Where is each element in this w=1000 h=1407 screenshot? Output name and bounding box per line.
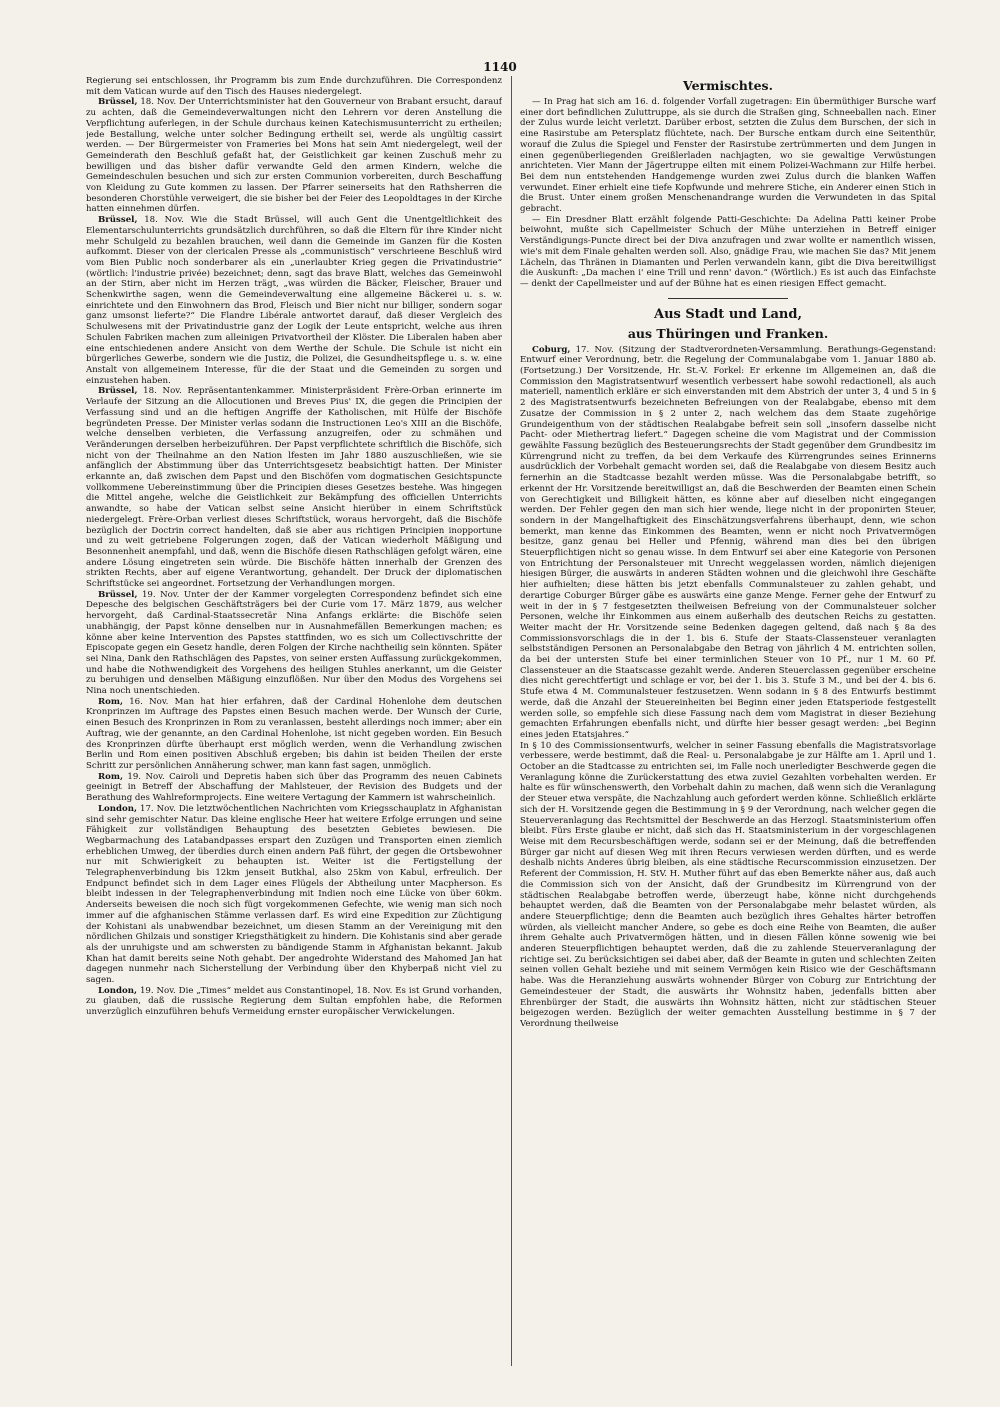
article-text: 19. Nov. Die „Times“ meldet aus Constantinopel, 18. Nov. Es ist Grund vorhanden, zu glauben, daß die russische Regierung dem Sultan empfohlen habe, die Reformen unverzüglich einzuführen behufs Vermeidung ernster europäischer Verwickelungen. (86, 985, 502, 1018)
section-title-vermischtes: Vermischtes. (683, 78, 773, 93)
page-number: 1140 (483, 60, 517, 74)
article-paragraph (86, 97, 502, 215)
article-dateline: London, (98, 803, 138, 814)
vermischtes-section (520, 97, 936, 290)
article-text: 19. Nov. Cairoli und Depretis haben sich über das Programm des neuen Cabinets geeinigt in Betreff der Abschaffung der Mahlsteuer, der Revision des Budgets und der Berathung des Wahlreformprojects. Eine weitere Vertagung der Kammern ist wahrscheinlich. (86, 771, 502, 804)
section-rule (668, 298, 788, 299)
article-paragraph (86, 386, 502, 589)
article-paragraph: — In Prag hat sich am 16. d. folgender Vorfall zugetragen: Ein übermüthiger Bursche warf einer dort befindlichen Zuluttruppe, als sie durch die Straßen ging, Schneeballen nach. Einer der Zulus wurde leicht verletzt. Darüber erbost, setzten die Zulus dem Burschen, der sich in eine Rasirstube am Petersplatz flüchtete, nach. Der Bursche entkam durch eine Seitenthür, worauf die Zulus die Spiegel und Fenster der Rasirstube zertrümmerten und dem Jungen in einen gegenüberliegenden Greißlerladen nachjagten, wo sie gewaltige Verwüstungen anrichteten. Vier Mann der Jägertruppe eilten mit einem Polizei-Wachmann zur Hilfe herbei. Bei dem nun entstehenden Handgemenge wurden zwei Zulus durch die blanken Waffen verwundet. Einer erhielt eine tiefe Kopfwunde und mehrere Stiche, ein Anderer einen Stich in die Brust. Unter einem großen Menschenandrange wurden die Verwundeten in das Spital gebracht. (520, 97, 936, 215)
article-paragraph (86, 804, 502, 986)
article-text: 16. Nov. Man hat hier erfahren, daß der Cardinal Hohenlohe dem deutschen Kronprinzen im Auftrage des Papstes einen Besuch machen werde. Der Wunsch der Curie, einen Besuch des Kronprinzen in Rom zu veranlassen, besteht allerdings noch immer; aber ein Auftrag, wie der genannte, an den Cardinal Hohenlohe, ist nicht gegeben worden. Ein Besuch des Kronprinzen dürfte überhaupt erst möglich werden, wenn die Verhandlung zwischen Berlin und Rom einen positiven Abschluß ergeben; bis dahin ist beiden Theilen der erste Schritt zur persönlichen Annäherung schwer, man kann fast sagen, unmöglich. (86, 696, 502, 771)
article-dateline: Brüssel, (98, 215, 138, 226)
article-paragraph (520, 345, 936, 741)
article-paragraph: — Ein Dresdner Blatt erzählt folgende Patti-Geschichte: Da Adelina Patti keiner Probe beiwohnt, mußte sich Capellmeister Schuch der Mühe unterziehen in Betreff einiger Verständigungs-Puncte direct bei der Diva anzufragen und zwar wollte er namentlich wissen, wie's mit dem Finale gehalten werden soll. Also, gnädige Frau, wie machen Sie das? Mit jenem Lächeln, das Thränen in Diamanten und Perlen verwandeln kann, gibt die Diva bereitwilligst die Auskunft: „Da machen i' eine Trill und renn' davon.“ (Wörtlich.) Es ist auch das Einfachste — denkt der Capellmeister und auf der Bühne hat es einen riesigen Effect gemacht. (520, 214, 936, 289)
article-dateline: Brüssel, (98, 386, 138, 397)
column-divider (511, 76, 512, 1366)
article-dateline: Brüssel, (98, 589, 138, 600)
article-text: 18. Nov. Repräsentantenkammer. Ministerpräsident Frère-Orban erinnerte im Verlaufe der Sitzung an die Allocutionen und Breves Pius' IX, die gegen die Principien der Verfassung sind und an die heftigen Angriffe der Katholischen, mit Hülfe der Bischöfe begründeten Presse. Der Minister verlas sodann die Instructionen Leo's XIII an die Bischöfe, welche denselben verbieten, die Verfassung anzugreifen, oder zu schmähen und Veränderungen derselben herbeizuführen. Der Papst verpflichtete schriftlich die Bischöfe, sich nicht von der Theilnahme an den Nation lfesten im Jahr 1880 auszuschließen, wie sie anfänglich der Abstimmung über das Unterrichtsgesetz beabsichtigt hatten. Der Minister erkannte an, daß zwischen dem Papst und den Bischöfen vom dogmatischen Gesichtspuncte vollkommene Uebereinstimmung über die Principien dieses Gesetzes bestehe. Was hingegen die Mittel angehe, welche die Geistlichkeit zur Bekämpfung des officiellen Unterrichts anwandte, so habe der Vatican selbst seine Ansicht hierüber in einem Schriftstück niedergelegt. Frère-Orban verliest dieses Schriftstück, woraus hervorgeht, daß die Bischöfe bezüglich der Doctrin correct handelten, daß sie aber aus richtigen Principien inopportune und zu weit getriebene Folgerungen zogen, daß der Vatican wiederholt Mäßigung und Besonnenheit anempfahl, und daß, wenn die Bischöfe diesen Rathschlägen gefolgt wären, eine andere Lösung eingetreten sein würde. Die Bischöfe hätten innerhalb der Grenzen des strikten Rechts, aber auf eigene Verantwortung, gehandelt. Der Druck der diplomatischen Schriftstücke sei angeordnet. Fortsetzung der Verhandlungen morgen. (86, 386, 502, 590)
article-dateline: London, (98, 985, 138, 996)
article-text: 17. Nov. Die letztwöchentlichen Nachrichten vom Kriegsschauplatz in Afghanistan sind sehr gemischter Natur. Das kleine englische Heer hat weitere Erfolge errungen und seine Fähigkeit zur vollständigen Behauptung des besetzten Gebietes bewiesen. Die Wegbarmachung des Latabandpasses erspart den Zuzügen und Transporten einen ziemlich erheblichen Umweg, der überdies durch einen andern Paß führt, der gegen die Ortsbewohner nur mit Schwierigkeit zu behaupten ist. Weiter ist die Fertigstellung der Telegraphenverbindung bis 12km jenseit Butkhal, also 25km von Kabul, erfreulich. Der Endpunct befindet sich in dem Lager eines Flügels der Abtheilung unter Macpherson. Es bleibt indessen in der Telegraphenverbindung mit Indien noch eine Lücke von über 60km. Anderseits beweisen die noch sich fügt vorgekommenen Gefechte, wie wenig man sich noch immer auf die afghanischen Stämme verlassen darf. Es wird eine Expedition zur Züchtigung der Kohistani als unabwendbar bezeichnet, um diesen Stamm an der Vereinigung mit den nördlichen Ghilzais und sonstiger Kriegsthätigkeit zu hindern. Die Kohistanis sind aber gerade als der unruhigste und am schwersten zu bändigende Stamm in Afghanistan bekannt. Jakub Khan hat damit bereits seine Noth gehabt. Der angedrohte Widerstand des Mahomed Jan hat dagegen nunmehr nach Sicherstellung der Verbindung über den Khyberpaß nicht viel zu sagen. (86, 803, 502, 986)
section-title-stadt-land: Aus Stadt und Land, (654, 306, 802, 322)
article-dateline: Rom, (98, 771, 123, 782)
article-paragraph (86, 76, 502, 97)
left-column (86, 76, 502, 1366)
article-dateline: Coburg, (532, 344, 571, 355)
article-text: 18. Nov. Der Unterrichtsminister hat den Gouverneur von Brabant ersucht, darauf zu achten, daß die Gemeindeverwaltungen nicht den Lehrern vor deren Anstellung die Verpflichtung auferlegen, in der Schule durchaus keinen Katechismusunterricht zu ertheilen; jede Bestallung, welche unter solcher Bedingung ertheilt sei, werde als ungültig cassirt werden. — Der Bürgermeister von Frameries bei Mons hat sein Amt niedergelegt, weil der Gemeinderath den Beschluß gefaßt hat, der Geistlichkeit gar keinen Zuschuß mehr zu bewilligen und das bisher dafür verwandte Geld den armen Kindern, welche die Gemeindeschulen besuchen und sich zur ersten Communion vorbereiten, durch Beschaffung von Kleidung zu Gute kommen zu lassen. Der Pfarrer seinerseits hat den Rathsherren die besonderen Chorstühle verweigert, die sie bisher bei der Feier des Leopoldtages in der Kirche hatten einnehmen dürfen. (86, 97, 502, 215)
two-column-layout (86, 76, 936, 1366)
article-paragraph (86, 590, 502, 697)
right-column (520, 76, 936, 1366)
article-text: In § 10 des Commissionsentwurfs, welcher in seiner Fassung ebenfalls die Magistratsvorlage verbessere, werde bestimmt, daß die Real- u. Personalabgabe je zur Hälfte am 1. April und 1. October an die Stadtcasse zu entrichten sei, im Falle noch unerledigter Beschwerde gegen die Veranlagung könne die Zurückerstattung des etwa zuviel Gezahlten vorbehalten werden. Er halte es für wünschenswerth, den Vorbehalt dahin zu machen, daß wenn sich die Veranlagung der Steuer etwa verspäte, die Nachzahlung auch gefordert werden könne. Schließlich erklärte sich der H. Vorsitzende gegen die Bestimmung in § 9 der Verordnung, nach welcher gegen die Steuerveranlagung das Rechtsmittel der Beschwerde an das Herzogl. Staatsministerium offen bleibt. Fürs Erste glaube er nicht, daß sich das H. Staatsministerium in der vorgeschlagenen Weise mit dem Recursbeschäftigen werde, sodann sei er der Meinung, daß die betreffenden Bürger gar nicht auf diesen Weg mit ihren Recurs verwiesen werden dürften, und es werde deshalb nichts Anderes übrig bleiben, als eine städtische Recurscommission einzusetzen. Der Referent der Commission, H. StV. H. Muther führt auf das eben Bemerkte näher aus, daß auch die Commission sich von der Ansicht, daß der Grundbesitz im Kürrengrund von der städtischen Realabgabe betroffen werde, überzeugt habe, könne nicht durchgehends behauptet werden, daß die Beamten von der Personalabgabe mehr belastet würden, als andere Steuerpflichtige; denn die Beamten auch bezüglich ihres Gehaltes härter betroffen würden, als vielleicht mancher Andere, so gebe es doch eine Reihe von Beamten, die außer ihrem Gehalte auch Privatvermögen hätten, und in diesen Fällen könne sowenig wie bei anderen Steuerpflichtigen behauptet werden, daß die zu zahlende Steuerveranlagung der richtige sei. Zu berücksichtigen sei dabei aber, daß der Beamte in guten und schlechten Zeiten seinen vollen Gehalt beziehe und mit seinem Vermögen kein Risico wie der Geschäftsmann habe. Was die Heranziehung auswärts wohnender Bürger von Coburg zur Entrichtung der Gemeindesteuer der Stadt, die auswärts ihr Wohnsitz haben, jedenfalls bitten aber Ehrenbürger der Stadt, die auswärts ihn Wohnsitz hätten, nicht zur städtischen Steuer beigezogen werden. Bezüglich der weiter gemachten Ausstellung bestimme in § 7 der Verordnung theilweise (520, 740, 936, 1029)
article-dateline: Brüssel, (98, 97, 138, 108)
article-dateline: Rom, (98, 696, 123, 707)
stadt-land-section (520, 345, 936, 1030)
article-paragraph (520, 741, 936, 1030)
article-text: 17. Nov. (Sitzung der Stadtverordneten-Versammlung. Berathungs-Gegenstand: Entwurf einer Verordnung, betr. die Regelung der Communalabgabe vom 1. Januar 1880 ab. (Fortsetzung.) Der Vorsitzende, Hr. St.-V. Forkel: Er erkenne im Allgemeinen an, daß die Commission den Magistratsentwurf wesentlich verbessert habe sowohl redactionell, als auch materiell, namentlich erkläre er sich einverstanden mit dem Abstrich der unter 3, 4 und 5 in § 2 des Magistratsentwurfs bezeichneten Befreiungen von der Realabgabe, ebenso mit dem Zusatze der Commission in § 2 unter 2, nach welchem das dem Staate zugehörige Grundeigenthum von der städtischen Realabgabe befreit sein soll „insofern dasselbe nicht Pacht- oder Miethertrag liefert.“ Dagegen scheine die vom Magistrat und der Commission gewählte Fassung bezüglich des Besteuerungsrechts der Stadt gegenüber dem Grundbesitz im Kürrengrund nicht zu treffen, da bei dem Verkaufe des Kürrengrundes seines Erinnerns ausdrücklich der Vorbehalt gemacht worden sei, daß die Realabgabe von diesem Besitz auch fernerhin an die Stadtcasse bezahlt werden müsse. Was die Personalabgabe betrifft, so erkennt der Hr. Vorsitzende bereitwilligst an, daß die Beschwerden der Beamten einen Schein von Gerechtigkeit und Billigkeit hätten, es könne aber auf dieselben nicht eingegangen werden. Der Fehler gegen den man sich hier wende, liege nicht in der proponirten Steuer, sondern in der Mangelhaftigkeit des Einschätzungsverfahrens überhaupt, denn, wie schon bemerkt, man kenne das Einkommen des Beamten, wenn er nicht noch Privatvermögen besitze, ganz genau bei Heller und Pfennig, während man dies bei den übrigen Steuerpflichtigen nicht so genau wisse. In dem Entwurf sei aber eine Kategorie von Personen von Entrichtung der Personalsteuer mit Unrecht weggelassen worden, nämlich diejenigen hiesigen Bürger, die auswärts in anderen Städten wohnen und die gleichwohl ihre Geschäfte hier aufhielten; diese hätten bis jetzt ebenfalls Communalsteuer zu zahlen gehabt, und derartige Coburger Bürger gäbe es auswärts eine ganze Menge. Ferner gehe der Entwurf zu weit in der in § 7 festgesetzten theilweisen Befreiung von der Communalsteuer solcher Personen, welche ihr Einkommen aus einem außerhalb des deutschen Reichs zu gestatten. Weiter macht der Hr. Vorsitzende seine Bedenken dagegen geltend, daß nach § 8a des Commissionsvorschlags die in der 1. bis 6. Stufe der Staats-Classensteuer veranlagten selbstständigen Personen an Personalabgabe den Betrag von jährlich 4 M. entrichten sollen, da bei der untersten Stufe bei einer terminlichen Steuer von 10 Pf., nur 1 M. 60 Pf. Classensteuer an die Staatscasse gezahlt werde. Anderen Steuerclassen gegenüber erscheine dies nicht gerechtfertigt und schlage er vor, bei der 1. bis 3. Stufe 3 M., und bei der 4. bis 6. Stufe etwa 4 M. Communalsteuer festzusetzen. Wenn sodann in § 8 des Entwurfs bestimmt werde, daß die Anzahl der Steuereinheiten bei Beginn einer jeden Etatsperiode festgestellt werden solle, so empfehle sich diese Fassung nach dem vom Magistrat in dieser Beziehung gemachten Erfahrungen ebenfalls nicht, und dürfte hier besser gesagt werden: „bei Beginn eines jeden Etatsjahres.“ (520, 344, 936, 740)
article-text: Regierung sei entschlossen, ihr Programm bis zum Ende durchzuführen. Die Correspondenz mit dem Vatican wurde auf den Tisch des Hauses niedergelegt. (86, 76, 502, 97)
article-paragraph (86, 986, 502, 1018)
article-paragraph (86, 215, 502, 386)
article-text: 19. Nov. Unter der der Kammer vorgelegten Correspondenz befindet sich eine Depesche des belgischen Geschäftsträgers bei der Curie vom 17. März 1879, aus welcher hervorgeht, daß Cardinal-Staatssecretär Nina Anfangs erklärte: die Bischöfe seien unabhängig, der Papst könne denselben nur in Ausnahmefällen Bemerkungen machen; es könne aber keine Intervention des Papstes stattfinden, wo es sich um Collectivschritte der Episcopate gegen ein Gesetz handle, deren Folgen der Kirche nachtheilig sein könnten. Später sei Nina, Dank den Rathschlägen des Papstes, von seiner ersten Auffassung zurückgekommen, und habe die Nothwendigkeit des Vorgehens des heiligen Stuhles anerkannt, um die Geister zu beruhigen und denselben Mäßigung einzuflößen. Nur über den Modus des Vorgehens sei Nina noch unentschieden. (86, 589, 502, 697)
article-paragraph (86, 697, 502, 772)
article-text: 18. Nov. Wie die Stadt Brüssel, will auch Gent die Unentgeltlichkeit des Elementarschulunterrichts grundsätzlich durchführen, so daß die Eltern für ihre Kinder nicht mehr Schulgeld zu bezahlen brauchen, weil dann die Gemeinde im Ganzen für die Kosten aufkommt. Dieser von der clericalen Presse als „communistisch“ verschrieene Beschluß wird vom Bien Public noch sonderbarer als ein „unerlaubter Krieg gegen die Privatindustrie“ (wörtlich: l'industrie privée) bezeichnet; denn, sagt das brave Blatt, welches das Gemeinwohl an der Stirn, aber nicht im Herzen trägt, „was würden die Bäcker, Fleischer, Brauer und Schenkwirthe sagen, wenn die Gemeindeverwaltung eine allgemeine Bäckerei u. s. w. einrichtete und den Einwohnern das Brod, Fleisch und Bier nicht nur billiger, sondern sogar ganz umsonst lieferte?“ Die Flandre Libérale antwortet darauf, daß dieser Vergleich des Schulwesens mit der Privatindustrie ganz der Logik der Leute entspricht, welche aus ihren Schulen Fabriken machen zum alleinigen Privatvortheil der Klöster. Die Liberalen haben aber eine entschiedenen andere Ansicht von dem Werthe der Schule. Die Schule ist nicht ein bürgerliches Gewerbe, sondern wie die Justiz, die Polizei, die Gesundheitspflege u. s. w. eine Anstalt von allgemeinem Interesse, für die der Staat und die Gemeinden zu sorgen und einzustehen haben. (86, 215, 502, 386)
section-subtitle-thueringen: aus Thüringen und Franken. (627, 325, 829, 341)
article-paragraph (86, 772, 502, 804)
